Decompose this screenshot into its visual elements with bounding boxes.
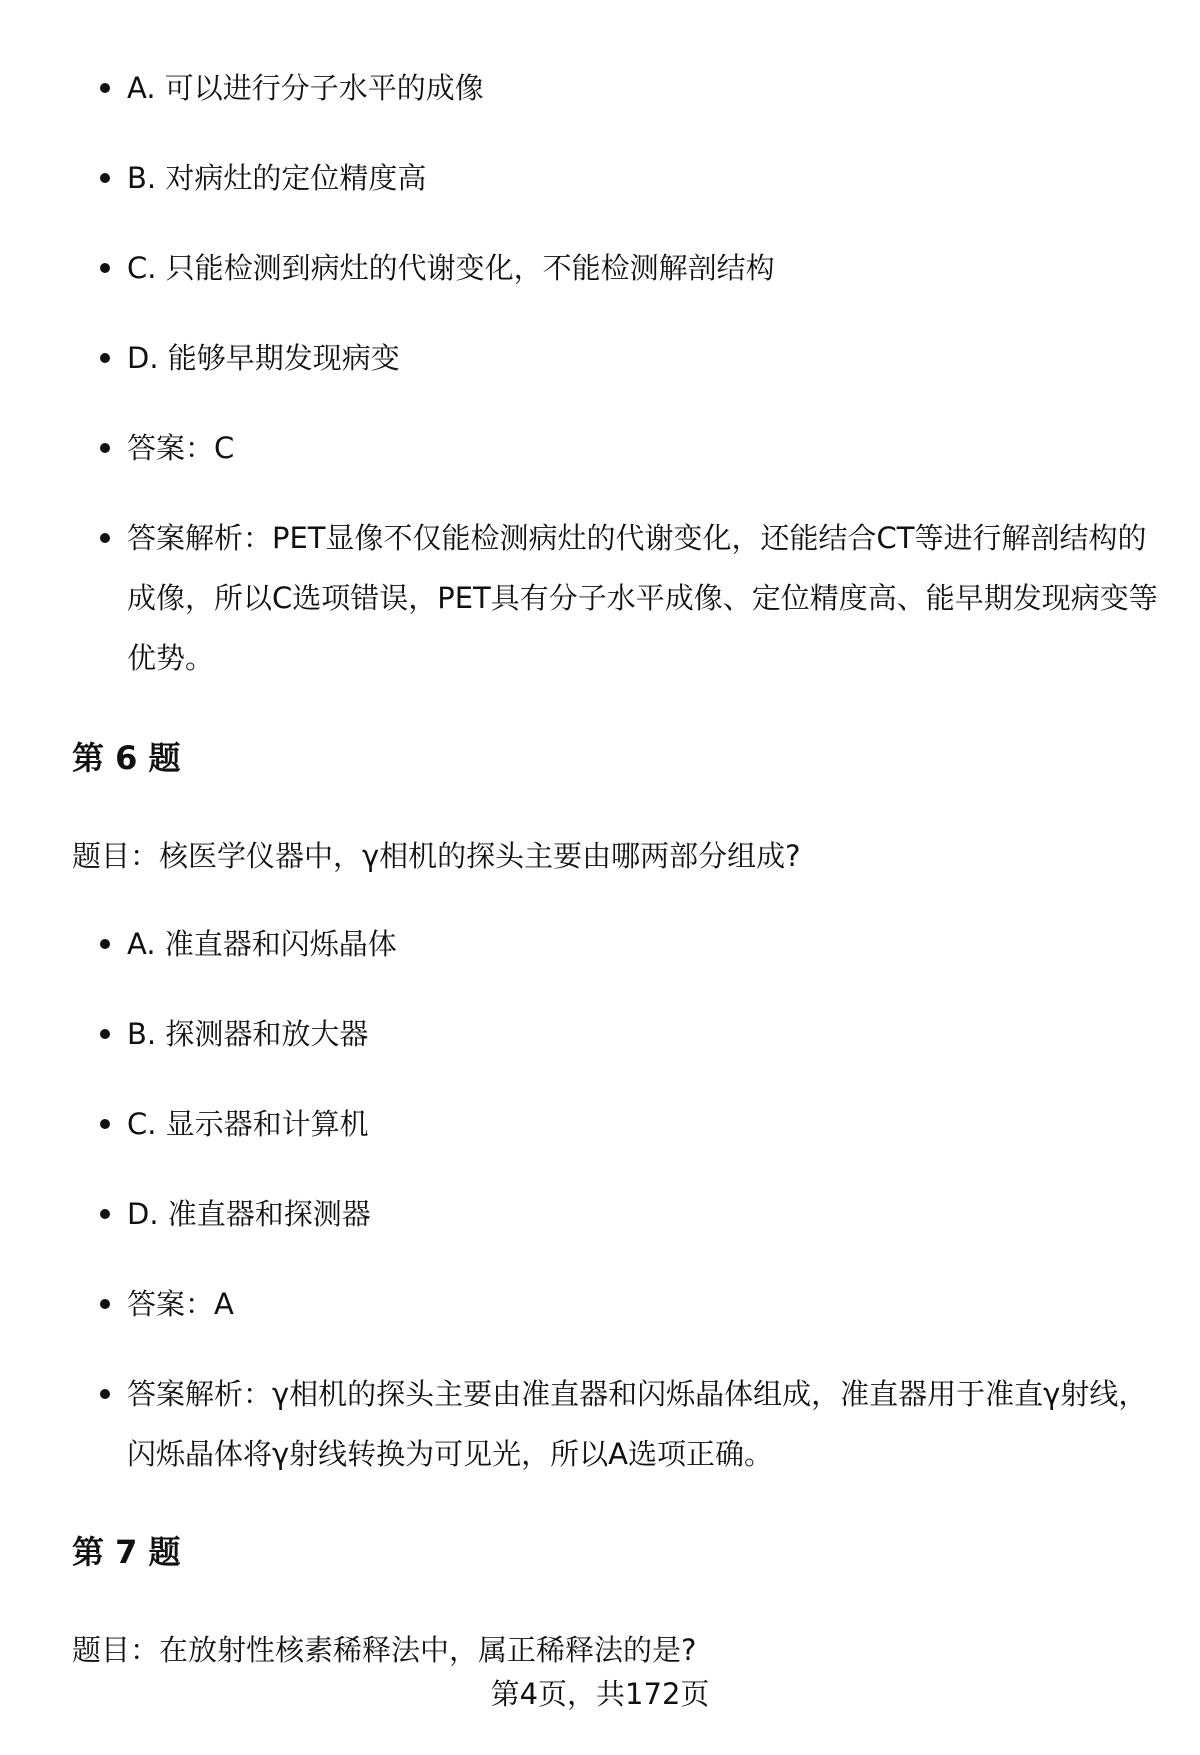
q6-option-b: B. 探测器和放大器 (127, 1004, 1167, 1064)
q6-stem: 题目：核医学仪器中，γ相机的探头主要由哪两部分组成? (72, 839, 801, 873)
q6-option-c: C. 显示器和计算机 (127, 1094, 1167, 1154)
q6-analysis: 答案解析：γ相机的探头主要由准直器和闪烁晶体组成，准直器用于准直γ射线，闪烁晶体将γ射线转换为可见光，所以A选项正确。 (127, 1364, 1167, 1484)
q7-stem: 题目：在放射性核素稀释法中，属正稀释法的是? (72, 1633, 697, 1667)
q5-option-a: A. 可以进行分子水平的成像 (127, 58, 1167, 118)
q5-answer: 答案：C (127, 418, 1167, 478)
q6-option-a: A. 准直器和闪烁晶体 (127, 914, 1167, 974)
page-number: 第4页，共172页 (490, 1677, 710, 1711)
q6-option-d: D. 准直器和探测器 (127, 1184, 1167, 1244)
q5-analysis: 答案解析：PET显像不仅能检测病灶的代谢变化，还能结合CT等进行解剖结构的成像，所以C选项错误，PET具有分子水平成像、定位精度高、能早期发现病变等优势。 (127, 508, 1167, 688)
q5-option-c: C. 只能检测到病灶的代谢变化，不能检测解剖结构 (127, 238, 1167, 298)
q5-option-d: D. 能够早期发现病变 (127, 328, 1167, 388)
q5-option-b: B. 对病灶的定位精度高 (127, 148, 1167, 208)
q7-heading: 第 7 题 (72, 1533, 181, 1571)
q6-heading: 第 6 题 (72, 739, 181, 777)
q6-answer: 答案：A (127, 1274, 1167, 1334)
